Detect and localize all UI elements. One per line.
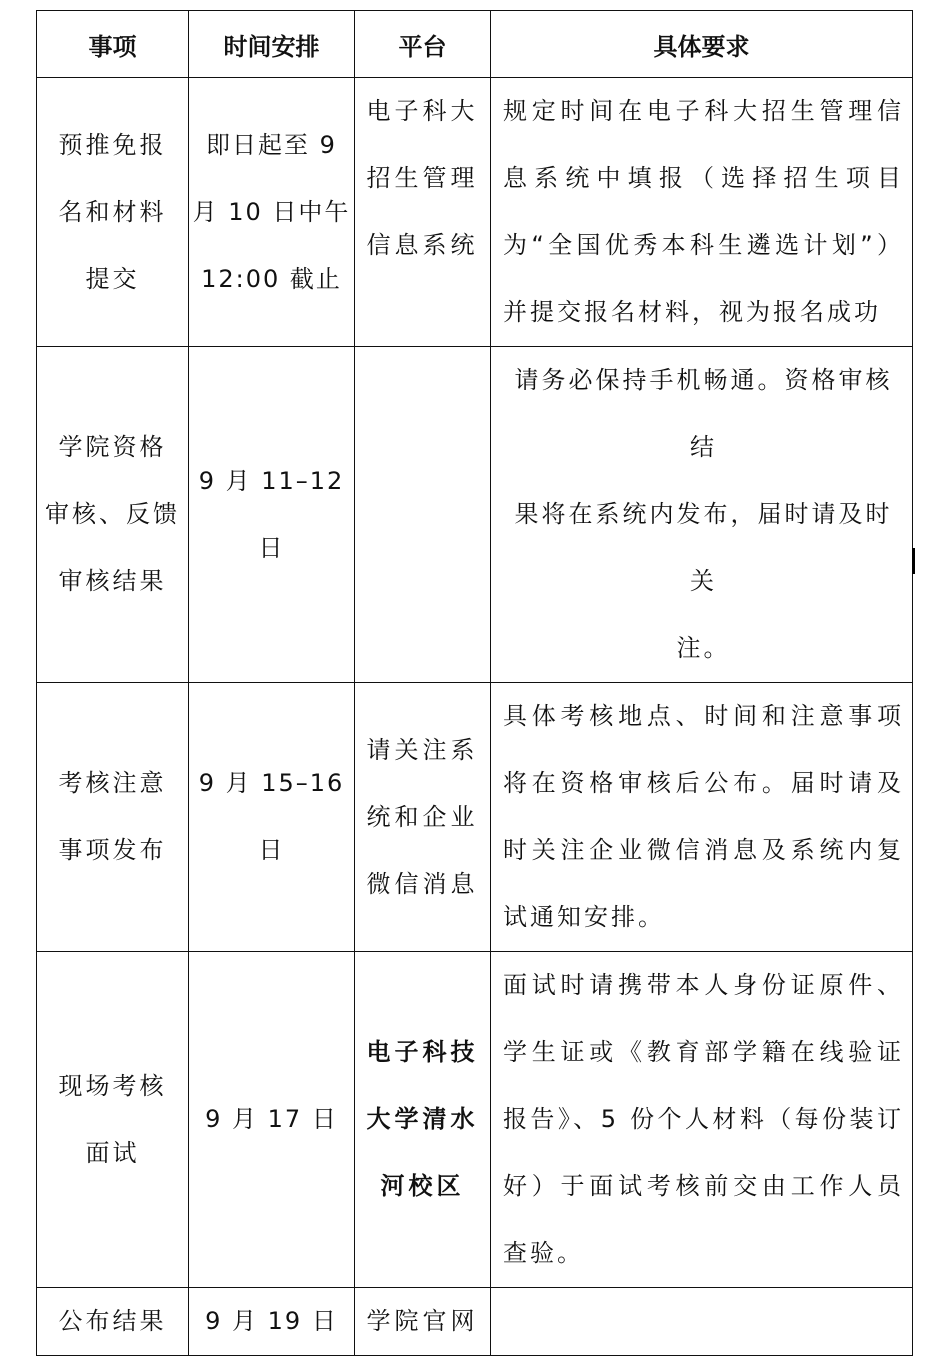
item-cell: 考核注意 事项发布 [37,683,189,952]
requirement-cell: 面试时请携带本人身份证原件、学生证或《教育部学籍在线验证报告》、5 份个人材料（每份装订好）于面试考核前交由工作人员查验。 [491,952,913,1288]
time-cell: 9 月 19 日 [189,1288,355,1356]
table-row [37,1288,913,1356]
time-cell: 9 月 17 日 [189,952,355,1288]
item-cell: 公布结果 [37,1288,189,1356]
platform-cell: 电子科大 招生管理 信息系统 [355,78,491,347]
item-cell: 预推免报 名和材料 提交 [37,78,189,347]
platform-cell [355,347,491,683]
item-cell: 学院资格 审核、反馈 审核结果 [37,347,189,683]
table-row [37,952,913,1288]
header-time: 时间安排 [189,11,355,78]
table-row [37,78,913,347]
table-row [37,347,913,683]
time-cell: 9 月 15–16 日 [189,683,355,952]
table-row [37,683,913,952]
table-edge-mark [912,548,915,574]
requirement-cell: 规定时间在电子科大招生管理信息系统中填报（选择招生项目为“全国优秀本科生遴选计划”）并提交报名材料，视为报名成功 [491,78,913,347]
header-requirement: 具体要求 [491,11,913,78]
item-cell: 现场考核 面试 [37,952,189,1288]
platform-cell: 电子科技 大学清水 河校区 [355,952,491,1288]
header-item: 事项 [37,11,189,78]
requirement-cell: 具体考核地点、时间和注意事项将在资格审核后公布。届时请及时关注企业微信消息及系统内复试通知安排。 [491,683,913,952]
table-header-row [37,11,913,78]
schedule-table [36,10,913,1356]
platform-cell: 学院官网 [355,1288,491,1356]
platform-cell: 请关注系 统和企业 微信消息 [355,683,491,952]
requirement-cell: 请务必保持手机畅通。资格审核结 果将在系统内发布，届时请及时关 注。 [491,347,913,683]
time-cell: 即日起至 9 月 10 日中午 12:00 截止 [189,78,355,347]
header-platform: 平台 [355,11,491,78]
requirement-cell [491,1288,913,1356]
time-cell: 9 月 11–12 日 [189,347,355,683]
